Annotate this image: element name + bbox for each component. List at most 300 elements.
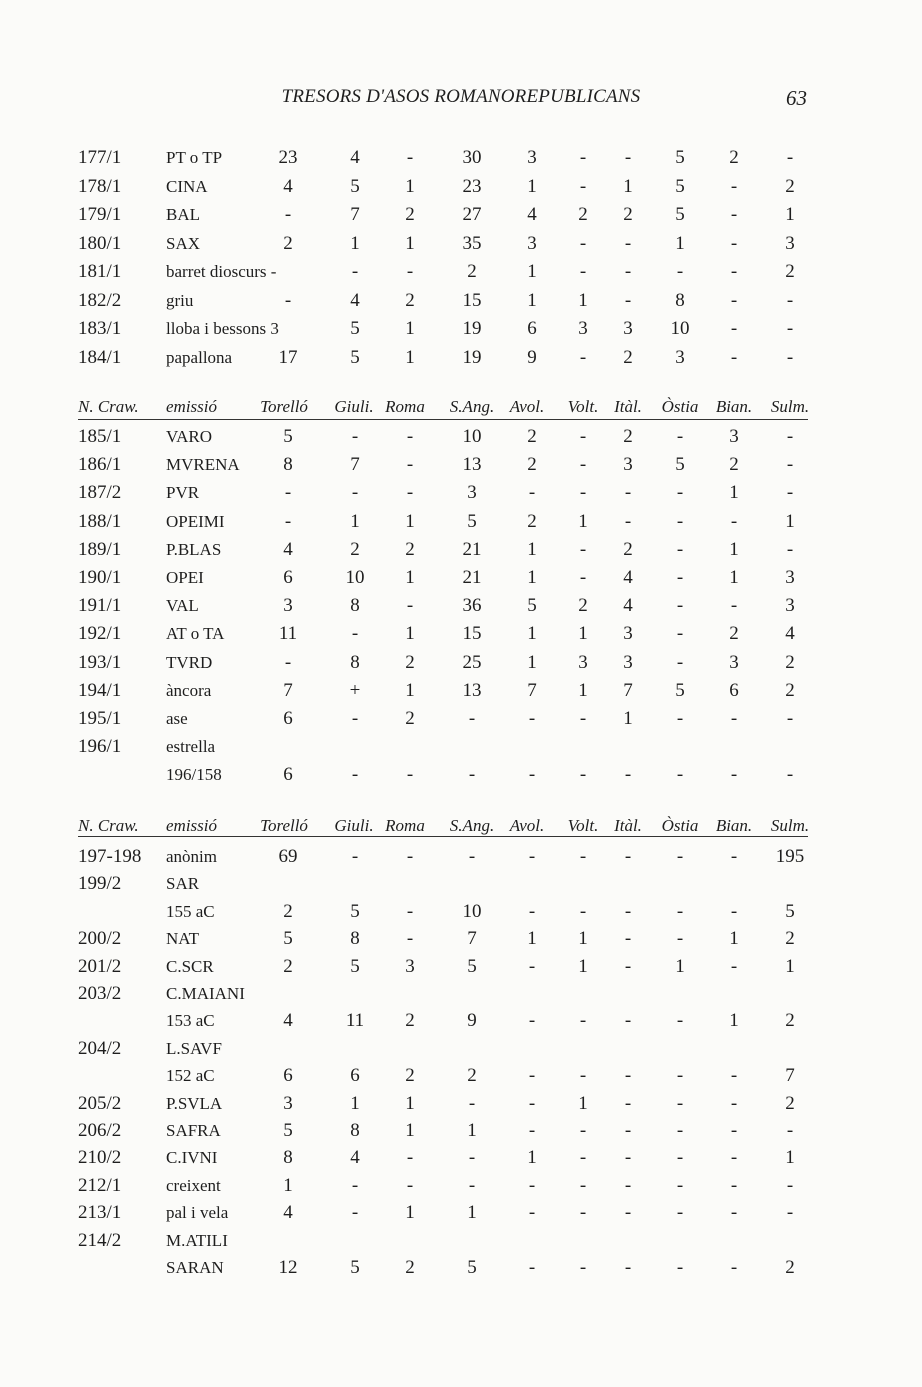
cell-emissio: SAR bbox=[166, 874, 200, 894]
table-row bbox=[0, 1009, 922, 1033]
cell-roma: 1 bbox=[405, 510, 415, 532]
cell-ncraw: 199/2 bbox=[78, 873, 122, 895]
cell-roma: 2 bbox=[405, 1065, 415, 1087]
cell-avol: 7 bbox=[527, 679, 537, 701]
cell-volt: - bbox=[579, 147, 587, 168]
table-row bbox=[0, 1037, 922, 1061]
table-row bbox=[0, 1064, 922, 1088]
cell-roma: 2 bbox=[405, 204, 415, 225]
cell-emissio: SAX bbox=[166, 233, 201, 253]
cell-giuli: 4 bbox=[350, 147, 360, 168]
cell-bian: - bbox=[730, 1065, 738, 1087]
cell-emissio: papallona bbox=[166, 347, 233, 367]
cell-avol: 1 bbox=[527, 1147, 537, 1169]
cell-sang: 23 bbox=[462, 175, 482, 197]
cell-ital: 7 bbox=[623, 679, 633, 701]
cell-emissio: 152 aC bbox=[166, 1066, 215, 1086]
cell-avol: 2 bbox=[527, 426, 537, 447]
cell-torello: 17 bbox=[278, 346, 298, 368]
cell-sulm: - bbox=[786, 708, 794, 729]
cell-ostia: 5 bbox=[675, 204, 685, 225]
table-row bbox=[0, 425, 922, 449]
cell-torello: 6 bbox=[283, 567, 293, 588]
cell-avol: 9 bbox=[527, 346, 537, 368]
cell-torello: 69 bbox=[278, 846, 298, 867]
cell-emissio: OPEI bbox=[166, 568, 204, 587]
cell-bian: - bbox=[730, 955, 738, 977]
cell-avol: - bbox=[528, 846, 536, 867]
cell-sang: 2 bbox=[467, 261, 477, 282]
table-row bbox=[0, 594, 922, 618]
cell-bian: - bbox=[730, 1092, 738, 1114]
cell-giuli: - bbox=[351, 261, 359, 282]
header-volt: Volt. bbox=[567, 397, 599, 416]
table-row bbox=[0, 566, 922, 590]
header-rule bbox=[78, 836, 808, 837]
cell-emissio: griu bbox=[166, 290, 194, 310]
cell-bian: 2 bbox=[729, 623, 739, 645]
cell-sulm: 2 bbox=[785, 175, 795, 197]
cell-ostia: - bbox=[676, 1065, 684, 1087]
page-number: 63 bbox=[786, 86, 807, 110]
cell-avol: 1 bbox=[527, 261, 537, 282]
cell-bian: - bbox=[730, 232, 738, 254]
cell-ncraw: 187/2 bbox=[78, 482, 122, 504]
table-row bbox=[0, 1146, 922, 1170]
cell-ital: 4 bbox=[623, 595, 633, 617]
table-row bbox=[0, 900, 922, 924]
cell-ostia: - bbox=[676, 595, 684, 617]
cell-torello: 2 bbox=[283, 955, 293, 977]
cell-ncraw: 181/1 bbox=[78, 261, 122, 282]
cell-torello: 8 bbox=[283, 454, 293, 476]
cell-roma: 2 bbox=[405, 289, 415, 311]
header-sulm: Sulm. bbox=[770, 397, 810, 416]
cell-sang: 1 bbox=[467, 1202, 477, 1224]
cell-torello: 4 bbox=[283, 538, 293, 560]
cell-sulm: 7 bbox=[785, 1065, 795, 1087]
cell-sulm: 3 bbox=[785, 595, 795, 617]
cell-bian: 6 bbox=[729, 679, 739, 701]
cell-ostia: 5 bbox=[675, 147, 685, 168]
cell-sulm: 4 bbox=[785, 623, 795, 645]
cell-volt: - bbox=[579, 1065, 587, 1087]
cell-volt: - bbox=[579, 1257, 587, 1278]
cell-emissio: L.SAVF bbox=[166, 1038, 222, 1058]
cell-ncraw: 213/1 bbox=[78, 1202, 122, 1224]
cell-ostia: - bbox=[676, 928, 684, 950]
cell-ncraw: 193/1 bbox=[78, 651, 122, 673]
cell-emissio: SAFRA bbox=[166, 1121, 221, 1140]
cell-sulm: - bbox=[786, 346, 794, 368]
cell-emissio: C.SCR bbox=[166, 956, 214, 976]
cell-torello: 6 bbox=[283, 708, 293, 729]
cell-avol: - bbox=[528, 955, 536, 977]
cell-roma: - bbox=[406, 1147, 414, 1169]
cell-ital: - bbox=[624, 900, 632, 922]
header-bian: Bian. bbox=[715, 816, 753, 835]
cell-avol: - bbox=[528, 1174, 536, 1196]
cell-bian: - bbox=[730, 175, 738, 197]
cell-volt: 3 bbox=[578, 651, 588, 673]
cell-sang: 15 bbox=[462, 623, 482, 645]
cell-torello: 6 bbox=[283, 1065, 293, 1087]
cell-bian: - bbox=[730, 1174, 738, 1196]
cell-bian: - bbox=[730, 289, 738, 311]
cell-giuli: 8 bbox=[350, 1120, 360, 1141]
cell-emissio: P.BLAS bbox=[166, 539, 222, 559]
cell-ital: - bbox=[624, 1010, 632, 1032]
cell-ncraw: 196/1 bbox=[78, 736, 122, 758]
cell-ostia: - bbox=[676, 1202, 684, 1224]
header-rule bbox=[78, 419, 808, 420]
cell-emissio: 196/158 bbox=[166, 765, 222, 785]
cell-giuli: 1 bbox=[350, 510, 360, 532]
cell-ncraw: 194/1 bbox=[78, 679, 122, 701]
cell-sang: - bbox=[468, 1174, 476, 1196]
header-volt: Volt. bbox=[567, 816, 599, 835]
cell-ital: - bbox=[624, 955, 632, 977]
cell-ostia: - bbox=[676, 510, 684, 532]
cell-ital: 3 bbox=[623, 318, 633, 339]
cell-sang: - bbox=[468, 708, 476, 729]
cell-ncraw: 182/2 bbox=[78, 289, 122, 311]
table-row bbox=[0, 1229, 922, 1253]
cell-torello: - bbox=[284, 289, 292, 311]
cell-avol: - bbox=[528, 1257, 536, 1278]
cell-ncraw: 178/1 bbox=[78, 175, 122, 197]
cell-volt: 2 bbox=[578, 204, 588, 225]
cell-bian: 1 bbox=[729, 567, 739, 588]
cell-sulm: - bbox=[786, 1174, 794, 1196]
cell-sang: 3 bbox=[467, 482, 477, 504]
cell-volt: 3 bbox=[578, 318, 588, 339]
cell-volt: - bbox=[579, 175, 587, 197]
cell-sang: 15 bbox=[462, 289, 482, 311]
cell-sulm: 1 bbox=[785, 1147, 795, 1169]
cell-sulm: - bbox=[786, 318, 794, 339]
cell-roma: - bbox=[406, 147, 414, 168]
cell-roma: 1 bbox=[405, 1202, 415, 1224]
cell-giuli: 4 bbox=[350, 289, 360, 311]
table-row bbox=[0, 175, 922, 199]
cell-bian: - bbox=[730, 1257, 738, 1278]
cell-sulm: - bbox=[786, 1202, 794, 1224]
cell-giuli: - bbox=[351, 708, 359, 729]
table-row bbox=[0, 707, 922, 731]
cell-bian: - bbox=[730, 204, 738, 225]
header-emissio: emissió bbox=[166, 816, 217, 835]
header-sulm: Sulm. bbox=[770, 816, 810, 835]
cell-ital: - bbox=[624, 510, 632, 532]
table-row bbox=[0, 1256, 922, 1280]
cell-sang: 7 bbox=[467, 928, 477, 950]
cell-ital: - bbox=[624, 482, 632, 504]
cell-ostia: 1 bbox=[675, 232, 685, 254]
cell-roma: 1 bbox=[405, 346, 415, 368]
cell-sulm: - bbox=[786, 764, 794, 786]
cell-giuli: - bbox=[351, 426, 359, 447]
cell-avol: - bbox=[528, 1065, 536, 1087]
cell-giuli: 7 bbox=[350, 454, 360, 476]
cell-roma: - bbox=[406, 1174, 414, 1196]
cell-bian: - bbox=[730, 1147, 738, 1169]
table-row bbox=[0, 510, 922, 534]
cell-sulm: 2 bbox=[785, 928, 795, 950]
cell-avol: - bbox=[528, 482, 536, 504]
cell-ostia: - bbox=[676, 1174, 684, 1196]
cell-ncraw: 180/1 bbox=[78, 232, 122, 254]
cell-ital: 2 bbox=[623, 204, 633, 225]
cell-emissio: àncora bbox=[166, 680, 212, 700]
cell-sulm: 195 bbox=[775, 846, 805, 867]
cell-ncraw: 214/2 bbox=[78, 1229, 122, 1251]
cell-roma: - bbox=[406, 846, 414, 867]
cell-sulm: - bbox=[786, 147, 794, 168]
cell-torello: 4 bbox=[283, 1010, 293, 1032]
table-bottom-header-row bbox=[0, 814, 922, 838]
cell-sulm: - bbox=[786, 289, 794, 311]
cell-ital: - bbox=[624, 147, 632, 168]
cell-torello: 5 bbox=[283, 1120, 293, 1141]
cell-roma: 3 bbox=[405, 955, 415, 977]
cell-volt: - bbox=[579, 1010, 587, 1032]
cell-ital: - bbox=[624, 764, 632, 786]
cell-avol: - bbox=[528, 1092, 536, 1114]
table-row bbox=[0, 845, 922, 869]
cell-bian: - bbox=[730, 1202, 738, 1224]
cell-giuli: 5 bbox=[350, 318, 360, 339]
cell-emissio: estrella bbox=[166, 737, 216, 757]
cell-ostia: 1 bbox=[675, 955, 685, 977]
cell-torello: 2 bbox=[283, 900, 293, 922]
cell-sang: - bbox=[468, 764, 476, 786]
cell-giuli: - bbox=[351, 764, 359, 786]
table-row bbox=[0, 1119, 922, 1143]
cell-sang: 25 bbox=[462, 651, 482, 673]
cell-ostia: 5 bbox=[675, 454, 685, 476]
cell-sulm: 2 bbox=[785, 1257, 795, 1278]
cell-sang: 35 bbox=[462, 232, 482, 254]
cell-avol: - bbox=[528, 900, 536, 922]
cell-torello: 4 bbox=[283, 175, 293, 197]
cell-roma: 1 bbox=[405, 567, 415, 588]
cell-ital: - bbox=[624, 1257, 632, 1278]
cell-ostia: - bbox=[676, 1120, 684, 1141]
cell-giuli: + bbox=[349, 679, 361, 701]
header-roma: Roma bbox=[385, 397, 425, 416]
cell-ostia: - bbox=[676, 623, 684, 645]
cell-ncraw: 179/1 bbox=[78, 204, 122, 225]
cell-ital: - bbox=[624, 261, 632, 282]
header-emissio: emissió bbox=[166, 397, 217, 416]
cell-emissio: CINA bbox=[166, 176, 208, 196]
cell-sulm: 2 bbox=[785, 679, 795, 701]
cell-sang: 10 bbox=[462, 426, 482, 447]
cell-bian: - bbox=[730, 510, 738, 532]
cell-emissio: PT o TP bbox=[166, 148, 223, 167]
table-row bbox=[0, 453, 922, 477]
cell-bian: - bbox=[730, 346, 738, 368]
cell-emissio: VARO bbox=[166, 427, 212, 446]
cell-ncraw: 192/1 bbox=[78, 623, 122, 645]
table-row bbox=[0, 1201, 922, 1225]
cell-giuli: 5 bbox=[350, 955, 360, 977]
header-ncraw: N. Craw. bbox=[78, 397, 139, 416]
cell-ital: - bbox=[624, 1092, 632, 1114]
cell-avol: 1 bbox=[527, 567, 537, 588]
table-row bbox=[0, 679, 922, 703]
cell-sulm: 2 bbox=[785, 261, 795, 282]
cell-avol: - bbox=[528, 708, 536, 729]
header-giuli: Giuli. bbox=[334, 397, 374, 416]
cell-roma: - bbox=[406, 426, 414, 447]
cell-emissio: SARAN bbox=[166, 1258, 224, 1277]
cell-bian: - bbox=[730, 1120, 738, 1141]
cell-avol: - bbox=[528, 1120, 536, 1141]
cell-emissio: pal i vela bbox=[166, 1203, 229, 1223]
cell-ncraw: 189/1 bbox=[78, 538, 122, 560]
cell-roma: 1 bbox=[405, 232, 415, 254]
cell-ncraw: 184/1 bbox=[78, 346, 122, 368]
cell-ostia: - bbox=[676, 567, 684, 588]
cell-sulm: 3 bbox=[785, 567, 795, 588]
header-ostia: Òstia bbox=[661, 397, 699, 416]
cell-roma: 1 bbox=[405, 318, 415, 339]
cell-roma: - bbox=[406, 595, 414, 617]
cell-emissio: 153 aC bbox=[166, 1011, 215, 1031]
cell-sang: 10 bbox=[462, 900, 482, 922]
cell-bian: - bbox=[730, 846, 738, 867]
cell-emissio: BAL bbox=[166, 205, 200, 224]
header-bian: Bian. bbox=[715, 397, 753, 416]
cell-torello: 6 bbox=[283, 764, 293, 786]
cell-roma: - bbox=[406, 764, 414, 786]
cell-avol: 1 bbox=[527, 651, 537, 673]
cell-avol: 3 bbox=[527, 147, 537, 168]
cell-sulm: - bbox=[786, 482, 794, 504]
cell-torello: - bbox=[284, 651, 292, 673]
cell-volt: 1 bbox=[578, 928, 588, 950]
cell-ostia: - bbox=[676, 764, 684, 786]
cell-volt: - bbox=[579, 708, 587, 729]
cell-volt: - bbox=[579, 567, 587, 588]
cell-bian: - bbox=[730, 595, 738, 617]
cell-ital: - bbox=[624, 1202, 632, 1224]
cell-roma: - bbox=[406, 261, 414, 282]
cell-ncraw: 186/1 bbox=[78, 454, 122, 476]
table-row bbox=[0, 232, 922, 256]
cell-bian: 3 bbox=[729, 651, 739, 673]
cell-ital: 3 bbox=[623, 454, 633, 476]
cell-giuli: - bbox=[351, 482, 359, 504]
cell-ostia: - bbox=[676, 651, 684, 673]
cell-roma: - bbox=[406, 900, 414, 922]
cell-emissio: P.SVLA bbox=[166, 1093, 223, 1113]
cell-bian: - bbox=[730, 708, 738, 729]
cell-torello: 3 bbox=[283, 1092, 293, 1114]
cell-sang: 13 bbox=[462, 454, 482, 476]
cell-roma: 2 bbox=[405, 1257, 415, 1278]
cell-giuli: - bbox=[351, 1174, 359, 1196]
cell-ostia: - bbox=[676, 1147, 684, 1169]
cell-ital: - bbox=[624, 846, 632, 867]
cell-volt: - bbox=[579, 764, 587, 786]
cell-ital: 1 bbox=[623, 175, 633, 197]
table-row bbox=[0, 982, 922, 1006]
cell-sulm: 1 bbox=[785, 955, 795, 977]
cell-emissio: NAT bbox=[166, 929, 200, 949]
header-ncraw: N. Craw. bbox=[78, 816, 139, 835]
cell-emissio: anònim bbox=[166, 847, 217, 866]
cell-sang: 1 bbox=[467, 1120, 477, 1141]
cell-volt: 1 bbox=[578, 623, 588, 645]
cell-ital: - bbox=[624, 1065, 632, 1087]
cell-sulm: - bbox=[786, 454, 794, 476]
cell-sulm: - bbox=[786, 538, 794, 560]
cell-avol: 1 bbox=[527, 175, 537, 197]
cell-sang: 27 bbox=[462, 204, 482, 225]
cell-sulm: 5 bbox=[785, 900, 795, 922]
cell-ncraw: 206/2 bbox=[78, 1120, 122, 1141]
cell-bian: - bbox=[730, 764, 738, 786]
cell-ncraw: 201/2 bbox=[78, 955, 122, 977]
cell-ital: 2 bbox=[623, 538, 633, 560]
table-row bbox=[0, 872, 922, 896]
cell-sang: 19 bbox=[462, 346, 482, 368]
cell-giuli: 1 bbox=[350, 1092, 360, 1114]
cell-ncraw: 200/2 bbox=[78, 928, 122, 950]
cell-volt: 1 bbox=[578, 289, 588, 311]
cell-ital: - bbox=[624, 1174, 632, 1196]
table-row bbox=[0, 927, 922, 951]
cell-giuli: - bbox=[351, 623, 359, 645]
cell-bian: 2 bbox=[729, 454, 739, 476]
cell-sang: 5 bbox=[467, 1257, 477, 1278]
cell-bian: - bbox=[730, 900, 738, 922]
cell-ital: - bbox=[624, 1120, 632, 1141]
cell-giuli: 8 bbox=[350, 928, 360, 950]
cell-avol: 1 bbox=[527, 538, 537, 560]
header-giuli: Giuli. bbox=[334, 816, 374, 835]
cell-giuli: 11 bbox=[345, 1010, 365, 1032]
table-row bbox=[0, 1174, 922, 1198]
cell-ncraw: 188/1 bbox=[78, 510, 122, 532]
table-row bbox=[0, 622, 922, 646]
cell-sulm: 2 bbox=[785, 1010, 795, 1032]
cell-roma: 1 bbox=[405, 679, 415, 701]
cell-giuli: 5 bbox=[350, 1257, 360, 1278]
cell-emissio: C.MAIANI bbox=[166, 984, 245, 1003]
cell-bian: 1 bbox=[729, 1010, 739, 1032]
cell-bian: - bbox=[730, 261, 738, 282]
cell-volt: - bbox=[579, 1120, 587, 1141]
cell-sang: 9 bbox=[467, 1010, 477, 1032]
cell-volt: - bbox=[579, 454, 587, 476]
header-roma: Roma bbox=[385, 816, 425, 835]
header-avol: Avol. bbox=[509, 816, 545, 835]
cell-giuli: 2 bbox=[350, 538, 360, 560]
cell-volt: - bbox=[579, 346, 587, 368]
table-row bbox=[0, 651, 922, 675]
cell-giuli: 5 bbox=[350, 900, 360, 922]
cell-avol: 3 bbox=[527, 232, 537, 254]
cell-ncraw: 197-198 bbox=[78, 846, 142, 867]
cell-ital: - bbox=[624, 928, 632, 950]
cell-ital: - bbox=[624, 232, 632, 254]
cell-ostia: - bbox=[676, 708, 684, 729]
cell-torello: 11 bbox=[278, 623, 298, 645]
